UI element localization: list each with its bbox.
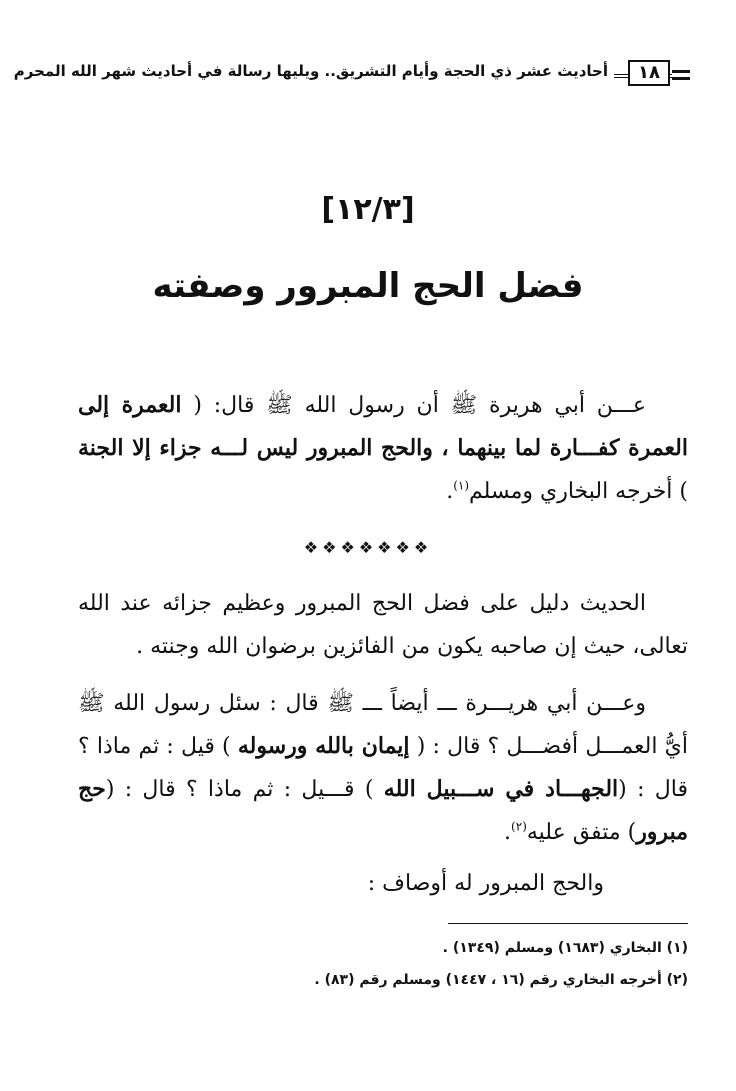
- footnote-2: (٢) أخرجه البخاري رقم (١٦ ، ١٤٤٧) ومسلم رقم (٨٣) .: [314, 972, 688, 988]
- hadith-1-lead: عـــن أبي هريرة ﷺ أن رسول الله ﷺ قال: (: [193, 393, 647, 418]
- commentary-paragraph: [78, 582, 688, 668]
- hadith-2-answer-3: حج مبرور: [78, 776, 688, 845]
- hadith-2-lead: وعـــن أبي هريـــرة ـــ أيضاً ـــ ﷺ قال : سئل رسول الله ﷺ أيُّ العمـــل أفضـــل ؟ قال : (: [78, 691, 688, 759]
- footnote-1: (١) البخاري (١٦٨٣) ومسلم (١٣٤٩) .: [442, 940, 688, 956]
- hadith-1-tail: ) أخرجه البخاري ومسلم: [469, 479, 688, 504]
- hadith-2-answer-2: الجهـــاد في ســـبيل الله: [383, 776, 619, 802]
- hadith-2-mid-1: ) قيل : ثم ماذا ؟ قال : (: [78, 734, 688, 802]
- hadith-1-quote: العمرة إلى العمرة كفـــارة لما بينهما ، والحج المبرور ليس لـــه جزاء إلا الجنة: [78, 392, 688, 461]
- footnote-ref-1: (١): [453, 478, 470, 493]
- hadith-1-end: .: [446, 479, 454, 504]
- attributes-intro: [78, 862, 688, 905]
- footnote-ref-2: (٢): [511, 819, 527, 834]
- chapter-title: فضل الحج المبرور وصفته: [152, 266, 584, 306]
- running-header: [13, 56, 690, 96]
- hadith-2-tail: ) متفق عليه: [526, 820, 637, 845]
- ornament-separator: ❖❖❖❖❖❖❖: [303, 538, 433, 557]
- header-ornament-right: [672, 70, 690, 80]
- running-title: أحاديث عشر ذي الحجة وأيام التشريق.. ويليها رسالة في أحاديث شهر الله المحرم: [8, 62, 614, 80]
- hadith-2-mid-2: ) قـــيل : ثم ماذا ؟ قال : (: [105, 777, 374, 802]
- chapter-number: [١٢/٣]: [321, 192, 415, 227]
- hadith-2-answer-1: إيمان بالله ورسوله: [237, 733, 410, 759]
- page-number: ١٨: [628, 60, 670, 86]
- hadith-paragraph-1: [78, 384, 688, 513]
- hadith-2-end: .: [504, 820, 512, 845]
- attributes-intro-text: والحج المبرور له أوصاف :: [367, 871, 604, 896]
- commentary-text: الحديث دليل على فضل الحج المبرور وعظيم جزائه عند الله تعالى، حيث إن صاحبه يكون من الفائزين برضوان الله وجنته .: [78, 591, 688, 659]
- footnote-rule: [448, 923, 688, 924]
- hadith-paragraph-2: [78, 682, 688, 854]
